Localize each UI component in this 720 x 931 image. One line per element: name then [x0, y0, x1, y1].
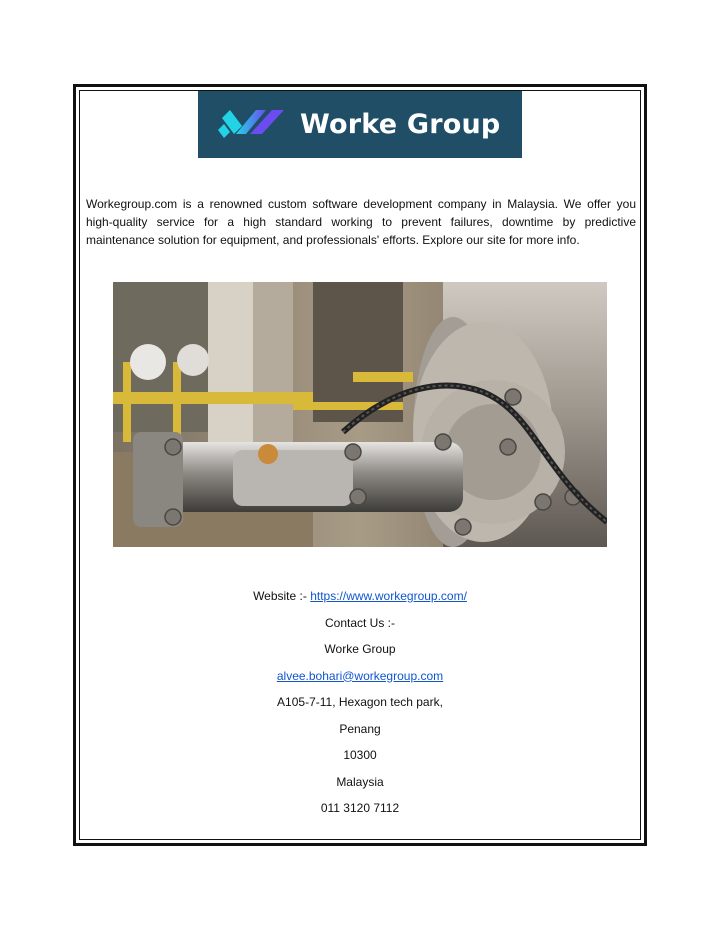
- email-link[interactable]: alvee.bohari@workegroup.com: [276, 668, 444, 683]
- postcode-line: 10300: [343, 748, 377, 762]
- email-line: [76, 663, 644, 690]
- website-link[interactable]: https://www.workegroup.com/: [310, 589, 467, 603]
- w-logo-icon: [216, 104, 290, 144]
- contact-heading: Contact Us :-: [324, 615, 396, 630]
- logo-wordmark: Worke Group: [300, 108, 501, 140]
- contact-block: [76, 583, 644, 822]
- website-line: [76, 583, 644, 610]
- address-line: A105-7-11, Hexagon tech park,: [277, 695, 443, 709]
- company-name: Worke Group: [324, 642, 396, 656]
- industrial-equipment-photo: [113, 282, 607, 547]
- intro-paragraph: Workegroup.com is a renowned custom software development company in Malaysia. We offer you high-quality service for a high standard working to prevent failures, downtime by predictive maintenance solution for equipment, and professionals' efforts. Explore our site for more info.: [86, 197, 636, 247]
- website-label: Website :-: [253, 589, 311, 603]
- document-page: [73, 84, 647, 846]
- country-line: Malaysia: [336, 774, 384, 789]
- city-line: Penang: [339, 721, 381, 736]
- phone-line: 011 3120 7112: [320, 801, 400, 815]
- worke-group-logo: [198, 90, 522, 158]
